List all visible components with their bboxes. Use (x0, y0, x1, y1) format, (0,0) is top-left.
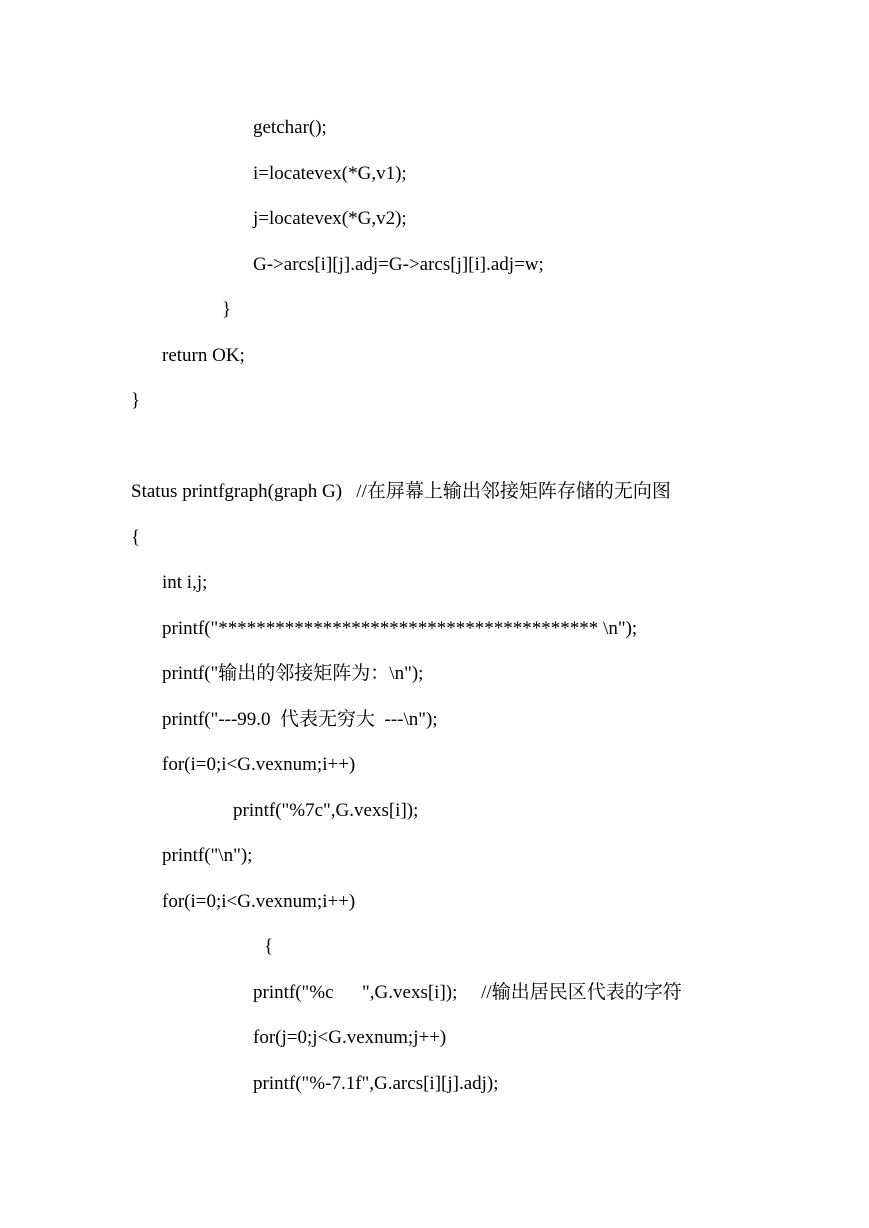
code-line: printf("**************************************** \n"); (162, 618, 638, 639)
code-line: i=locatevex(*G,v1); (253, 163, 407, 184)
code-line: for(i=0;i<G.vexnum;i++) (162, 891, 356, 912)
code-line: } (131, 390, 141, 411)
code-line: printf("%-7.1f",G.arcs[i][j].adj); (253, 1073, 499, 1094)
code-line: for(j=0;j<G.vexnum;j++) (253, 1027, 447, 1048)
code-line: printf("---99.0 代表无穷大 ---\n"); (162, 709, 438, 730)
code-line: { (264, 936, 274, 957)
code-line: getchar(); (253, 117, 327, 138)
code-line: j=locatevex(*G,v2); (253, 208, 407, 229)
code-line: printf("%7c",G.vexs[i]); (233, 800, 419, 821)
code-line: { (131, 527, 141, 548)
code-line: printf("输出的邻接矩阵为：\n"); (162, 663, 424, 684)
code-line: printf("%c ",G.vexs[i]); //输出居民区代表的字符 (253, 982, 682, 1003)
code-line: for(i=0;i<G.vexnum;i++) (162, 754, 356, 775)
code-line: Status printfgraph(graph G) //在屏幕上输出邻接矩阵存储的无向图 (131, 481, 671, 502)
code-line: G->arcs[i][j].adj=G->arcs[j][i].adj=w; (253, 254, 544, 275)
code-line: } (222, 299, 232, 320)
code-line: return OK; (162, 345, 245, 366)
code-line: int i,j; (162, 572, 208, 593)
code-line: printf("\n"); (162, 845, 253, 866)
